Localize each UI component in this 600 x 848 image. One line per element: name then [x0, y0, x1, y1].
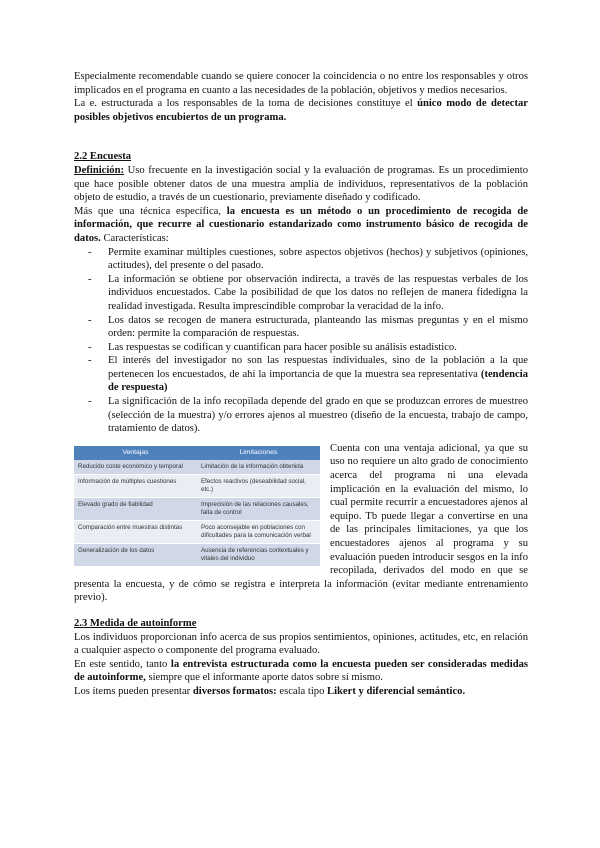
autoinforme-p3-bold1: diversos formatos: — [192, 685, 277, 697]
list-item: - La información se obtiene por observación indirecta, a través de las respuestas verbales de los individuos encuestados. Cabe la posibilidad de que los datos no reflejen de manera fidedigna la realidad investigada. Resulta imprescindible comprobar la veracidad de la info. — [108, 273, 528, 314]
section-heading-autoinforme: 2.3 Medida de autoinforme — [74, 617, 197, 629]
table-cell-limitacion: Imprecisión de las relaciones causales, falta de control — [197, 497, 320, 520]
table-row — [74, 497, 320, 520]
table-cell-limitacion: Limitación de la información obtenida — [197, 460, 320, 475]
bullet5-text: El interés del investigador no son las respuestas individuales, sino de la población a la que pertenecen los encuestados, de ahí la importancia de que la muestra sea representativa — [108, 355, 528, 380]
list-item: - Los datos se recogen de manera estructurada, planteando las mismas preguntas y en el mismo orden: permite la comparación de respuestas. — [108, 314, 528, 341]
definition-text: Uso frecuente en la investigación social y la evaluación de programas. Es un procedimiento que hace posible obtener datos de una muestra amplia de individuos, representativos de la población objeto de estudio, a través de un cuestionario, previamente diseñado y codificado. — [74, 164, 528, 204]
table-row — [74, 460, 320, 475]
intro-paragraph-2 — [74, 97, 528, 124]
table-cell-ventaja: Elevado grado de fiabilidad — [74, 497, 197, 520]
autoinforme-paragraph-3 — [74, 685, 528, 699]
autoinforme-p2-end: siempre que el informante aporte datos sobre sí mismo. — [145, 672, 383, 684]
intro-paragraph-1: Especialmente recomendable cuando se quiere conocer la coincidencia o no entre los responsables y otros implicados en el programa en cuanto a las necesidades de la población, objetivos y medios necesarios. — [74, 71, 528, 96]
list-item: - Permite examinar múltiples cuestiones, sobre aspectos objetivos (hechos) y subjetivos (opiniones, actitudes), del presente o del pasado. — [108, 246, 528, 273]
advantage-block — [74, 442, 528, 605]
autoinforme-p2-start: En este sentido, tanto — [74, 658, 171, 670]
table-cell-ventaja: Generalización de los datos — [74, 543, 197, 566]
characteristics-list — [74, 246, 528, 436]
definition-label: Definición: — [74, 164, 125, 176]
table-cell-ventaja: Información de múltiples cuestiones — [74, 474, 197, 497]
encuesta-method — [74, 205, 528, 246]
method-text-bold: la encuesta es un método o un procedimiento de recogida de información, que recurre al cuestionario estandarizado como instrumento básico de recogida de datos. — [74, 205, 528, 244]
autoinforme-p3-bold2: Likert y diferencial semántico. — [327, 685, 466, 697]
method-text-start: Más que una técnica específica, — [74, 205, 227, 217]
autoinforme-paragraph-2 — [74, 658, 528, 685]
intro-p2-text: La e. estructurada a los responsables de la toma de decisiones constituye el — [74, 98, 418, 110]
list-item: - Las respuestas se codifican y cuantifican para hacer posible su análisis estadístico. — [108, 341, 528, 355]
advantage-text: Cuenta con una ventaja adicional, ya que su uso no requiere un alto grado de conocimiento acerca del programa ni una elevada implicación en la evaluación del mismo, lo cual permite recurrir a encuestadores ajenos al equipo. Tb puede llegar a convertirse en una de las principales limitaciones, ya que los encuestadores ajenos al programa y su evaluación pueden introducir sesgos en la info recopilada, derivados del modo en que se presenta la encuesta, y de cómo se registra e interpreta la información (evitar mediante entrenamiento previo). — [74, 442, 528, 604]
autoinforme-p2-bold: la entrevista estructurada como la encuesta pueden ser consideradas medidas de autoinforme, — [74, 658, 529, 684]
table-header-ventajas: Ventajas — [74, 446, 197, 460]
table-cell-limitacion: Ausencia de referencias contextuales y vitales del individuo — [197, 543, 320, 566]
autoinforme-p3-mid: escala tipo — [276, 685, 328, 697]
encuesta-definition — [74, 164, 528, 205]
table-cell-limitacion: Poco aconsejable en poblaciones con dificultades para la comunicación verbal — [197, 520, 320, 543]
list-item: - La significación de la info recopilada depende del grado en que se produzcan errores de muestreo (selección de la muestra) y/o errores ajenos al muestreo (diseño de la encuesta, trabajo de campo, tratamiento de datos). — [108, 395, 528, 436]
table-row — [74, 474, 320, 497]
table-header-limitaciones: Limitaciones — [197, 446, 320, 460]
table-cell-limitacion: Efectos reactivos (deseabilidad social, etc.) — [197, 474, 320, 497]
table-row — [74, 520, 320, 543]
ventajas-limitaciones-table — [74, 446, 320, 567]
list-item — [108, 354, 528, 395]
intro-p2-bold: único modo de detectar posibles objetivos encubiertos de un programa. — [74, 98, 528, 123]
method-text-end: Características: — [100, 232, 169, 244]
document-page — [74, 70, 528, 699]
table-cell-ventaja: Reducido coste económico y temporal — [74, 460, 197, 475]
bullet5-bold: (tendencia de respuesta) — [108, 368, 528, 394]
table-cell-ventaja: Comparación entre muestras distintas — [74, 520, 197, 543]
section-heading-encuesta: 2.2 Encuesta — [74, 151, 132, 163]
autoinforme-p3-start: Los ítems pueden presentar — [74, 685, 193, 697]
table-row — [74, 543, 320, 566]
autoinforme-paragraph-1: Los individuos proporcionan info acerca de sus propios sentimientos, opiniones, actitudes, etc, en relación a cualquier aspecto o componente del programa evaluado. — [74, 631, 528, 657]
